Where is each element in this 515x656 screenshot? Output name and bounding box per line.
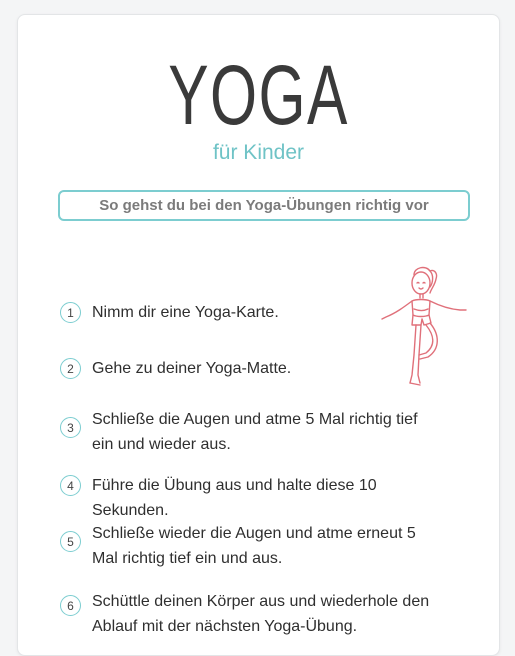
step-item	[60, 475, 442, 523]
step-text: Schüttle deinen Körper aus und wiederhole den Ablauf mit der nächsten Yoga-Übung.	[92, 593, 430, 635]
instructions-banner: So gehst du bei den Yoga-Übungen richtig vor	[58, 190, 470, 221]
step-text: Schließe die Augen und atme 5 Mal richtig tief ein und wieder aus.	[92, 411, 418, 453]
worksheet-card	[17, 14, 500, 656]
step-text: Nimm dir eine Yoga-Karte.	[92, 304, 279, 321]
step-number-badge: 1	[60, 302, 81, 323]
yoga-girl-tree-pose-icon	[376, 263, 471, 391]
step-number-badge: 4	[60, 475, 81, 496]
step-text: Gehe zu deiner Yoga-Matte.	[92, 360, 292, 377]
step-number-badge: 6	[60, 595, 81, 616]
step-text: Schließe wieder die Augen und atme erneut 5 Mal richtig tief ein und aus.	[92, 525, 416, 567]
step-item	[60, 521, 442, 571]
step-item	[60, 589, 442, 639]
step-item	[60, 407, 442, 457]
page-subtitle: für Kinder	[212, 141, 305, 164]
step-number-badge: 2	[60, 358, 81, 379]
page-title: YOGA	[168, 48, 349, 142]
step-number-badge: 5	[60, 531, 81, 552]
step-text: Führe die Übung aus und halte diese 10 Sekunden.	[92, 477, 377, 519]
step-number-badge: 3	[60, 417, 81, 438]
